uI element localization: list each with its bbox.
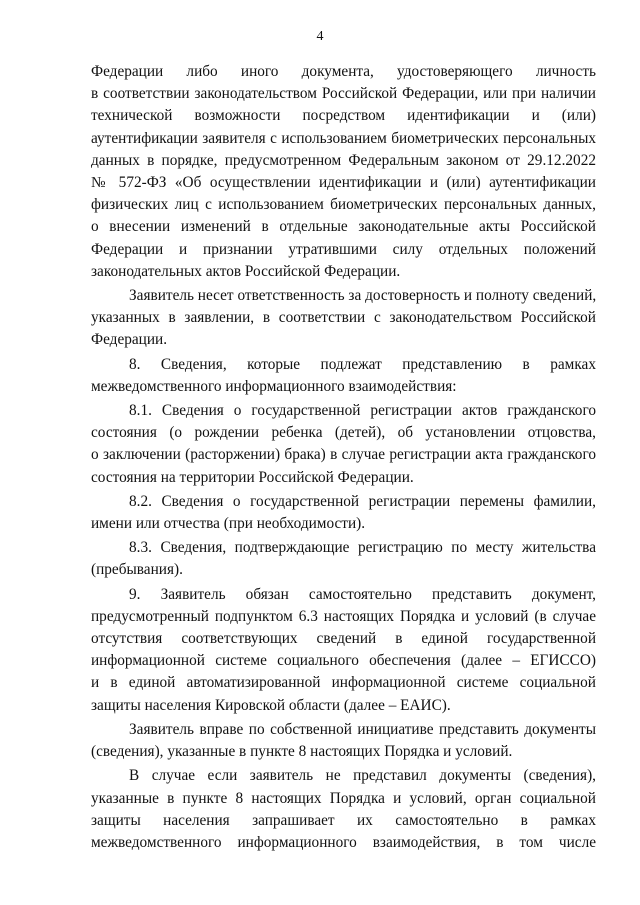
text-line: защиты населения запрашивает их самостоятельно в рамках [91, 811, 596, 829]
text-line: аутентификации заявителя с использованием биометрических персональных [91, 129, 596, 147]
text-line: и в единой автоматизированной информационной системе социальной [91, 674, 596, 692]
text-line: физических лиц с использованием биометрических персональных данных, [91, 196, 596, 214]
text-line: о заключении (расторжении) брака) в случае регистрации акта гражданского [91, 446, 596, 464]
paragraph-item-9 [91, 584, 596, 717]
text-line: защиты населения Кировской области (далее – ЕАИС). [91, 696, 451, 714]
text-line: Заявитель вправе по собственной инициативе представить документы [129, 720, 596, 738]
text-line: 8.2. Сведения о государственной регистрации перемены фамилии, [129, 492, 596, 510]
text-line: Федерации. [91, 331, 168, 349]
text-line: 8.3. Сведения, подтверждающие регистрацию по месту жительства [129, 539, 596, 557]
paragraph-interagency-request [91, 765, 596, 854]
paragraph-identification [91, 61, 596, 283]
text-line: (сведения), указанные в пункте 8 настоящих Порядка и условий. [91, 743, 513, 761]
text-line: указанных в заявлении, в соответствии с законодательством Российской [91, 309, 596, 327]
text-line: 9. Заявитель обязан самостоятельно представить документ, [129, 585, 596, 603]
paragraph-own-initiative [91, 719, 596, 763]
text-line: предусмотренный подпунктом 6.3 настоящих Порядка и условий (в случае [91, 607, 596, 625]
text-line: В случае если заявитель не представил документы (сведения), [129, 767, 596, 785]
paragraph-item-8-2 [91, 491, 596, 535]
text-line: имени или отчества (при необходимости). [91, 515, 366, 533]
document-body [91, 61, 596, 854]
text-line: состояния (о рождении ребенка (детей), об установлении отцовства, [91, 424, 596, 442]
text-line: Федерации либо иного документа, удостоверяющего личность [91, 63, 596, 80]
text-line: информационной системе социального обеспечения (далее – ЕГИССО) [91, 652, 596, 670]
text-line: данных в порядке, предусмотренном Федеральным законом от 29.12.2022 [91, 151, 596, 169]
text-line: Заявитель несет ответственность за достоверность и полноту сведений, [129, 287, 596, 305]
text-line: технической возможности посредством идентификации и (или) [91, 107, 596, 125]
paragraph-item-8-3 [91, 537, 596, 581]
text-line: в соответствии законодательством Российской Федерации, или при наличии [91, 85, 596, 103]
text-line: № 572-ФЗ «Об осуществлении идентификации и (или) аутентификации [91, 174, 596, 192]
paragraph-item-8-1 [91, 400, 596, 489]
page-number: 4 [316, 29, 324, 44]
text-line: 8.1. Сведения о государственной регистрации актов гражданского [129, 402, 596, 420]
text-line: состояния на территории Российской Федерации. [91, 468, 414, 486]
text-line: о внесении изменений в отдельные законодательные акты Российской [91, 218, 596, 236]
text-line: Федерации и признании утратившими силу отдельных положений [91, 240, 596, 258]
text-line: законодательных актов Российской Федерации. [91, 262, 401, 280]
text-line: межведомственного информационного взаимодействия, в том числе [91, 833, 596, 851]
text-line: (пребывания). [91, 561, 183, 579]
text-line: отсутствия соответствующих сведений в единой государственной [91, 630, 596, 648]
text-line: 8. Сведения, которые подлежат представлению в рамках [129, 355, 596, 373]
paragraph-item-8 [91, 354, 596, 398]
paragraph-responsibility [91, 285, 596, 352]
text-line: указанные в пункте 8 настоящих Порядка и условий, орган социальной [91, 789, 596, 807]
text-line: межведомственного информационного взаимодействия: [91, 377, 457, 395]
